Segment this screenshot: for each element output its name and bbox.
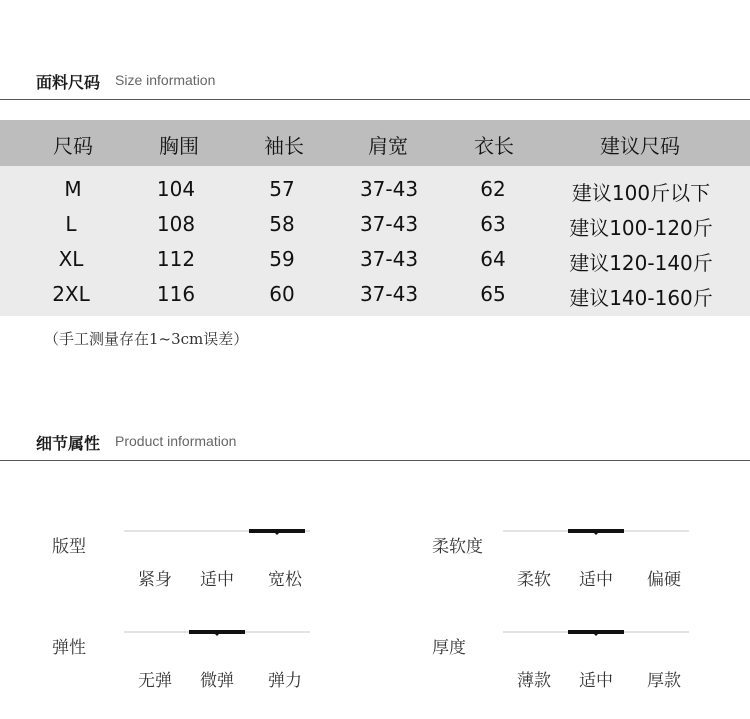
attribute-option: 薄款 xyxy=(517,671,551,691)
header-size: 尺码 xyxy=(53,134,93,158)
table-cell: 37-43 xyxy=(359,177,419,201)
attribute-indicator xyxy=(249,529,305,533)
table-cell: XL xyxy=(58,247,84,271)
table-cell: 57 xyxy=(269,177,295,201)
table-cell: 建议120-140斤 xyxy=(569,251,713,275)
attribute-option: 柔软 xyxy=(517,570,551,590)
attribute-label: 柔软度 xyxy=(432,537,483,557)
table-cell: M xyxy=(64,177,82,201)
table-cell: 65 xyxy=(480,282,506,306)
size-info-subtitle: Size information xyxy=(115,72,216,88)
size-table-header xyxy=(0,120,750,166)
header-length: 衣长 xyxy=(474,134,514,158)
table-cell: 37-43 xyxy=(359,212,419,236)
attribute-option: 微弹 xyxy=(200,671,234,691)
header-sleeve: 袖长 xyxy=(264,134,304,158)
measurement-note: （手工测量存在1~3cm误差） xyxy=(44,330,249,348)
attribute-option: 紧身 xyxy=(138,570,172,590)
table-cell: 建议100斤以下 xyxy=(571,181,711,205)
table-cell: 62 xyxy=(480,177,506,201)
table-cell: 108 xyxy=(156,212,196,236)
table-cell: 112 xyxy=(156,247,196,271)
header-chest: 胸围 xyxy=(159,134,199,158)
table-cell: 59 xyxy=(269,247,295,271)
table-cell: 建议140-160斤 xyxy=(569,286,713,310)
attribute-option: 厚款 xyxy=(647,671,681,691)
table-cell: 104 xyxy=(156,177,196,201)
attribute-label: 弹性 xyxy=(52,638,86,658)
attribute-option: 适中 xyxy=(579,671,613,691)
product-info-divider xyxy=(0,460,750,461)
table-cell: 116 xyxy=(156,282,196,306)
product-info-subtitle: Product information xyxy=(115,433,237,449)
attribute-label: 厚度 xyxy=(432,638,466,658)
attribute-indicator xyxy=(568,529,624,533)
attribute-label: 版型 xyxy=(52,537,86,557)
header-shoulder: 肩宽 xyxy=(368,134,408,158)
attribute-option: 偏硬 xyxy=(647,570,681,590)
table-cell: L xyxy=(65,212,77,236)
attribute-indicator xyxy=(568,630,624,634)
table-cell: 建议100-120斤 xyxy=(569,216,713,240)
attribute-indicator xyxy=(189,630,245,634)
table-cell: 2XL xyxy=(52,282,90,306)
attribute-option: 宽松 xyxy=(268,570,302,590)
table-cell: 60 xyxy=(269,282,295,306)
attribute-option: 无弹 xyxy=(138,671,172,691)
attribute-option: 适中 xyxy=(579,570,613,590)
attribute-option: 弹力 xyxy=(268,671,302,691)
size-info-divider xyxy=(0,99,750,100)
header-suggest: 建议尺码 xyxy=(600,134,680,158)
size-info-title: 面料尺码 xyxy=(36,73,101,92)
table-cell: 37-43 xyxy=(359,247,419,271)
table-cell: 37-43 xyxy=(359,282,419,306)
table-cell: 58 xyxy=(269,212,295,236)
product-info-title: 细节属性 xyxy=(36,434,101,453)
size-table xyxy=(0,120,750,316)
table-cell: 63 xyxy=(480,212,506,236)
attribute-option: 适中 xyxy=(200,570,234,590)
table-cell: 64 xyxy=(480,247,506,271)
